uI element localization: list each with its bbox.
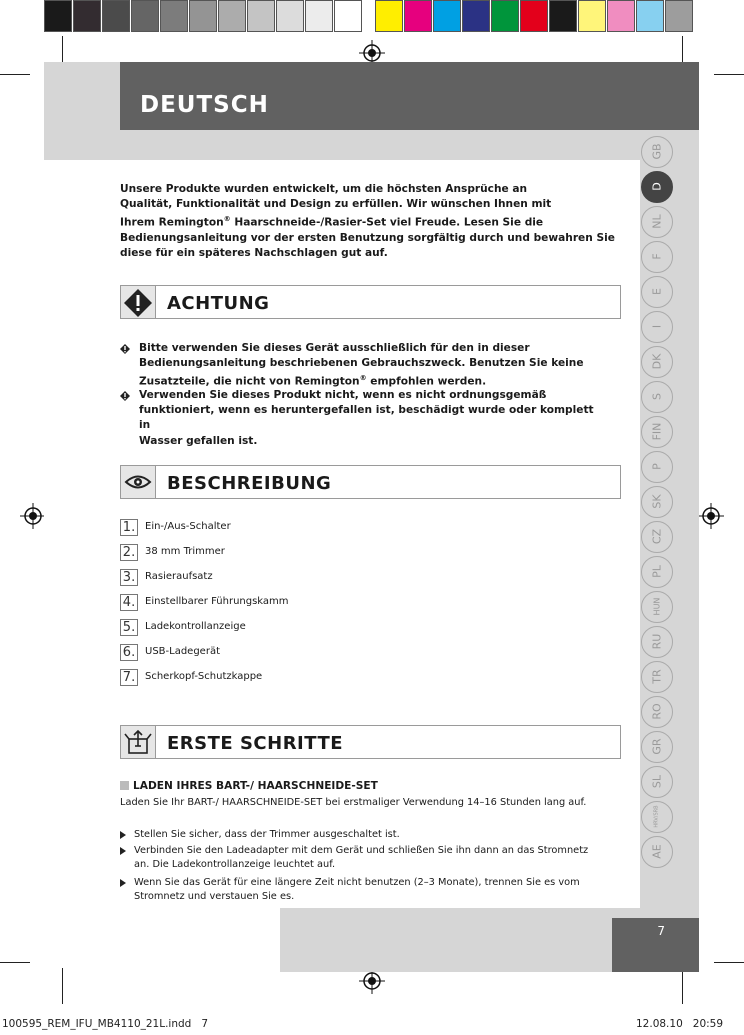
- charging-text: Laden Sie Ihr BART-/ HAARSCHNEIDE-SET bei erstmaliger Verwendung 14–16 Stunden lang auf.: [120, 797, 587, 808]
- intro-line: Unsere Produkte wurden entwickelt, um die höchsten Ansprüche an: [120, 183, 528, 195]
- page-title: DEUTSCH: [140, 92, 269, 118]
- registered-mark: ®: [359, 374, 367, 383]
- tab-e[interactable]: E: [641, 276, 673, 308]
- swatch: [247, 0, 275, 32]
- intro-text: Ihrem Remington: [120, 216, 224, 229]
- box-icon: [121, 726, 156, 758]
- registered-mark: ®: [223, 215, 231, 224]
- crop-mark: [682, 968, 683, 1004]
- eye-icon: [121, 466, 156, 498]
- warning-text: Wasser gefallen ist.: [139, 434, 258, 447]
- step-text: Wenn Sie das Gerät für eine längere Zeit nicht benutzen (2–3 Monate), trennen Sie es vom: [134, 877, 580, 888]
- swatch: [520, 0, 548, 32]
- step-text: Verbinden Sie den Ladeadapter mit dem Gerät und schließen Sie ihn dann an das Stromnetz: [134, 845, 589, 856]
- tab-sl[interactable]: SL: [641, 766, 673, 798]
- swatch: [375, 0, 403, 32]
- tab-gb[interactable]: GB: [641, 136, 673, 168]
- step-item: [120, 876, 610, 904]
- tab-ae[interactable]: AE: [641, 836, 673, 868]
- warning-item: [120, 341, 600, 390]
- swatch: [131, 0, 159, 32]
- swatch: [462, 0, 490, 32]
- tab-s[interactable]: S: [641, 381, 673, 413]
- part-label: USB-Ladegerät: [145, 646, 220, 657]
- arrow-bullet-icon: [120, 847, 126, 855]
- tab-f[interactable]: F: [641, 241, 673, 273]
- swatch: [433, 0, 461, 32]
- registration-mark-icon: [698, 503, 724, 529]
- section-title: ACHTUNG: [167, 293, 270, 314]
- intro-line: Bedienungsanleitung vor der ersten Benutzung sorgfältig durch und bewahren Sie: [120, 232, 615, 245]
- crop-mark: [62, 968, 63, 1004]
- part-label: Scherkopf-Schutzkappe: [145, 671, 263, 682]
- step-text: Stromnetz und verstauen Sie es.: [134, 891, 295, 902]
- warning-text: Zusatzteile, die nicht von Remington: [139, 375, 360, 388]
- warning-text: Bedienungsanleitung beschriebenen Gebrauchszweck. Benutzen Sie keine: [139, 357, 584, 370]
- swatch: [305, 0, 333, 32]
- tab-ru[interactable]: RU: [641, 626, 673, 658]
- part-label: Rasieraufsatz: [145, 571, 213, 582]
- intro-line: diese für ein späteres Nachschlagen gut auf.: [120, 247, 388, 260]
- crop-mark: [0, 74, 30, 75]
- arrow-bullet-icon: [120, 879, 126, 887]
- swatch: [160, 0, 188, 32]
- swatch: [491, 0, 519, 32]
- date-slug: 12.08.10 20:59: [636, 1018, 724, 1030]
- tab-gr[interactable]: GR: [641, 731, 673, 763]
- square-bullet-icon: [120, 781, 129, 790]
- charging-heading: [120, 780, 378, 792]
- language-header: [120, 62, 699, 130]
- swatch: [189, 0, 217, 32]
- section-title: BESCHREIBUNG: [167, 473, 332, 494]
- arrow-bullet-icon: [120, 831, 126, 839]
- warning-bullet-icon: [120, 344, 130, 354]
- part-number: 4.: [120, 594, 138, 611]
- tab-hun[interactable]: HUN: [641, 591, 673, 623]
- swatch: [73, 0, 101, 32]
- tab-tr[interactable]: TR: [641, 661, 673, 693]
- swatch: [549, 0, 577, 32]
- page-number-box: [612, 918, 699, 972]
- warning-section-header: [120, 285, 621, 319]
- part-label: Ein-/Aus-Schalter: [145, 521, 231, 532]
- tab-sk[interactable]: SK: [641, 486, 673, 518]
- page-number: 7: [657, 924, 665, 938]
- section-title: ERSTE SCHRITTE: [167, 733, 344, 754]
- tab-nl[interactable]: NL: [641, 206, 673, 238]
- part-number: 5.: [120, 619, 138, 636]
- swatch: [276, 0, 304, 32]
- swatch: [44, 0, 72, 32]
- tab-d[interactable]: D: [641, 171, 673, 203]
- part-label: Ladekontrollanzeige: [145, 621, 246, 632]
- warning-item: [120, 388, 600, 449]
- warning-text: Verwenden Sie dieses Produkt nicht, wenn es nicht ordnungsgemäß: [139, 389, 547, 401]
- warning-icon: [121, 286, 156, 318]
- intro-paragraph: [120, 182, 615, 262]
- part-number: 7.: [120, 669, 138, 686]
- crop-mark: [0, 962, 30, 963]
- tab-fin[interactable]: FIN: [641, 416, 673, 448]
- tab-pl[interactable]: PL: [641, 556, 673, 588]
- part-number: 3.: [120, 569, 138, 586]
- warning-bullet-icon: [120, 391, 130, 401]
- swatch: [334, 0, 362, 32]
- part-label: 38 mm Trimmer: [145, 546, 225, 557]
- swatch: [218, 0, 246, 32]
- step-text: Stellen Sie sicher, dass der Trimmer ausgeschaltet ist.: [134, 829, 400, 840]
- crop-mark: [714, 74, 744, 75]
- tab-ro[interactable]: RO: [641, 696, 673, 728]
- tab-dk[interactable]: DK: [641, 346, 673, 378]
- part-label: Einstellbarer Führungskamm: [145, 596, 289, 607]
- swatch: [665, 0, 693, 32]
- getting-started-section-header: [120, 725, 621, 759]
- file-slug: 100595_REM_IFU_MB4110_21L.indd 7: [2, 1018, 209, 1030]
- swatch: [404, 0, 432, 32]
- tab-i[interactable]: I: [641, 311, 673, 343]
- warning-text: empfohlen werden.: [366, 375, 487, 388]
- warning-text: Bitte verwenden Sie dieses Gerät ausschließlich für den in dieser: [139, 342, 530, 354]
- part-number: 1.: [120, 519, 138, 536]
- step-item: [120, 844, 610, 872]
- tab-hrv-srb[interactable]: HRV/SRB: [641, 801, 673, 833]
- warning-text: funktioniert, wenn es heruntergefallen ist, beschädigt wurde oder komplett in: [139, 404, 594, 432]
- swatch: [636, 0, 664, 32]
- tab-cz[interactable]: CZ: [641, 521, 673, 553]
- description-section-header: [120, 465, 621, 499]
- part-number: 6.: [120, 644, 138, 661]
- tab-p[interactable]: P: [641, 451, 673, 483]
- intro-line: [120, 212, 615, 231]
- intro-line: Qualität, Funktionalität und Design zu erfüllen. Wir wünschen Ihnen mit: [120, 198, 552, 211]
- intro-text: Haarschneide-/Rasier-Set viel Freude. Lesen Sie die: [230, 216, 544, 229]
- crop-mark: [714, 962, 744, 963]
- swatch: [578, 0, 606, 32]
- charging-heading-text: LADEN IHRES BART-/ HAARSCHNEIDE-SET: [133, 780, 378, 792]
- swatch: [102, 0, 130, 32]
- registration-mark-icon: [20, 503, 46, 529]
- step-item: [120, 828, 610, 842]
- swatch: [607, 0, 635, 32]
- part-number: 2.: [120, 544, 138, 561]
- step-text: an. Die Ladekontrollanzeige leuchtet auf.: [134, 859, 336, 870]
